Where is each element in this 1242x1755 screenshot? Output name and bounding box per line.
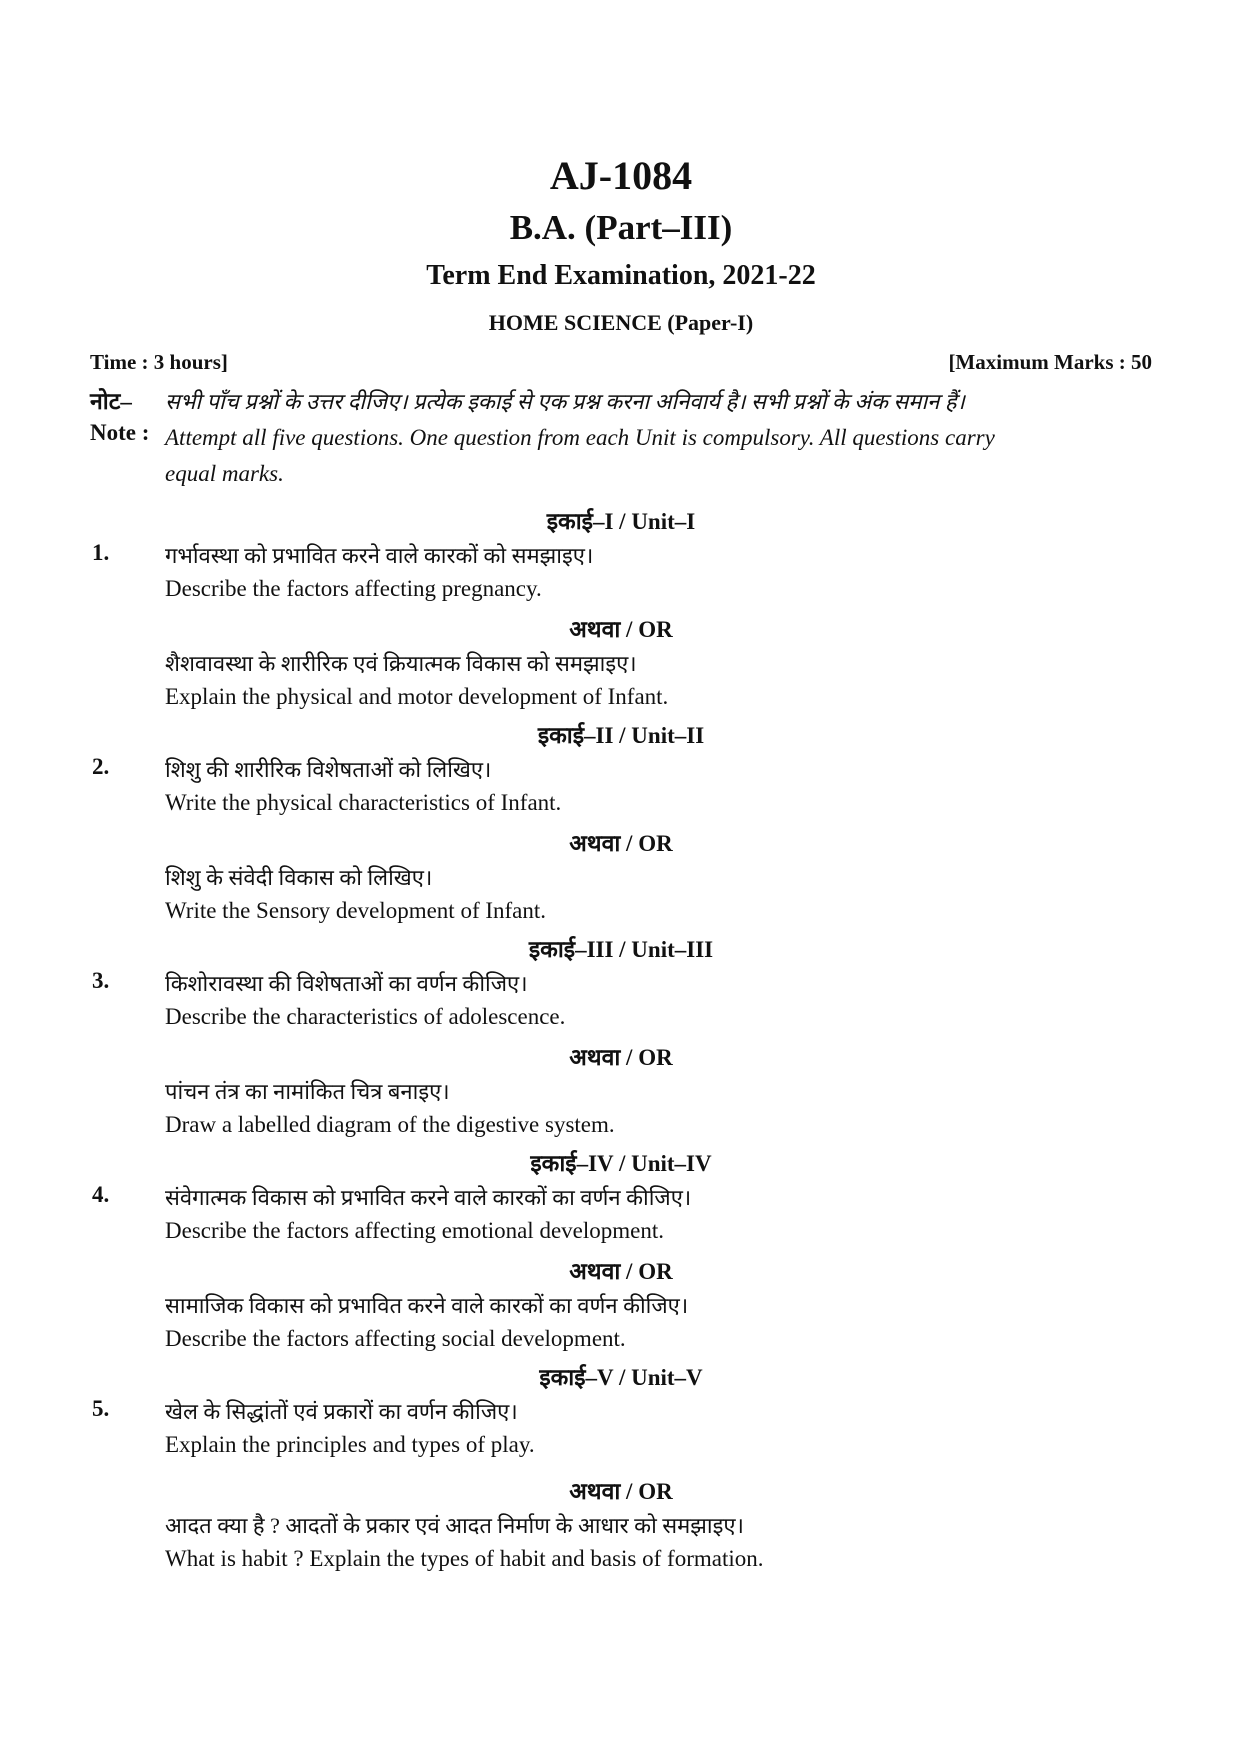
- question-english: Describe the factors affecting pregnancy.: [165, 576, 542, 601]
- unit-heading: इकाई–V / Unit–V: [539, 1365, 703, 1390]
- course-title: B.A. (Part–III): [509, 208, 733, 247]
- alternative-question-hindi: शिशु के संवेदी विकास को लिखिए।: [165, 865, 433, 890]
- paper-code: AJ-1084: [549, 153, 693, 198]
- or-separator: अथवा / OR: [569, 617, 673, 642]
- question-english: Write the physical characteristics of Infant.: [165, 790, 562, 815]
- alternative-question-english: Draw a labelled diagram of the digestive system.: [165, 1112, 615, 1137]
- question-number: 1.: [92, 540, 110, 565]
- alternative-question-english: Explain the physical and motor development of Infant.: [165, 684, 669, 709]
- question-hindi: शिशु की शारीरिक विशेषताओं को लिखिए।: [165, 757, 492, 782]
- alternative-question-hindi: सामाजिक विकास को प्रभावित करने वाले कारकों का वर्णन कीजिए।: [165, 1293, 689, 1318]
- subject-title: HOME SCIENCE (Paper-I): [488, 310, 754, 335]
- question-number: 5.: [92, 1396, 110, 1421]
- question-hindi: संवेगात्मक विकास को प्रभावित करने वाले कारकों का वर्णन कीजिए।: [165, 1185, 692, 1210]
- question-number: 2.: [92, 754, 110, 779]
- alternative-question-hindi: पांचन तंत्र का नामांकित चित्र बनाइए।: [165, 1079, 450, 1104]
- or-separator: अथवा / OR: [569, 831, 673, 856]
- question-english: Describe the factors affecting emotional development.: [165, 1218, 664, 1243]
- question-english: Explain the principles and types of play.: [165, 1432, 535, 1457]
- alternative-question-english: Describe the factors affecting social development.: [165, 1326, 626, 1351]
- unit-heading: इकाई–IV / Unit–IV: [530, 1151, 712, 1176]
- max-marks-label: [Maximum Marks : 50: [948, 350, 1152, 374]
- alternative-question-english: What is habit ? Explain the types of habit and basis of formation.: [165, 1546, 764, 1571]
- question-hindi: गर्भावस्था को प्रभावित करने वाले कारकों को समझाइए।: [165, 543, 594, 568]
- question-number: 4.: [92, 1182, 110, 1207]
- alternative-question-hindi: शैशवावस्था के शारीरिक एवं क्रियात्मक विकास को समझाइए।: [165, 651, 637, 676]
- question-english: Describe the characteristics of adolescence.: [165, 1004, 566, 1029]
- english-note-line-2: equal marks.: [165, 461, 284, 486]
- question-hindi: खेल के सिद्धांतों एवं प्रकारों का वर्णन कीजिए।: [165, 1399, 518, 1424]
- english-note-line-1: Attempt all five questions. One question from each Unit is compulsory. All questions carry: [165, 425, 995, 450]
- question-hindi: किशोरावस्था की विशेषताओं का वर्णन कीजिए।: [165, 971, 528, 996]
- or-separator: अथवा / OR: [569, 1479, 673, 1504]
- or-separator: अथवा / OR: [569, 1259, 673, 1284]
- hindi-note-text: सभी पाँच प्रश्नों के उत्तर दीजिए। प्रत्येक इकाई से एक प्रश्न करना अनिवार्य है। सभी प्रश्नों के अंक समान हैं।: [165, 389, 965, 414]
- alternative-question-hindi: आदत क्या है ? आदतों के प्रकार एवं आदत निर्माण के आधार को समझाइए।: [165, 1513, 744, 1538]
- unit-heading: इकाई–III / Unit–III: [528, 937, 714, 962]
- question-number: 3.: [92, 968, 110, 993]
- unit-heading: इकाई–I / Unit–I: [546, 509, 696, 534]
- unit-heading: इकाई–II / Unit–II: [537, 723, 705, 748]
- time-label: Time : 3 hours]: [90, 350, 228, 374]
- alternative-question-english: Write the Sensory development of Infant.: [165, 898, 547, 923]
- exam-title: Term End Examination, 2021-22: [426, 260, 816, 291]
- hindi-note-label: नोट–: [90, 389, 132, 414]
- english-note-label: Note :: [90, 420, 150, 445]
- or-separator: अथवा / OR: [569, 1045, 673, 1070]
